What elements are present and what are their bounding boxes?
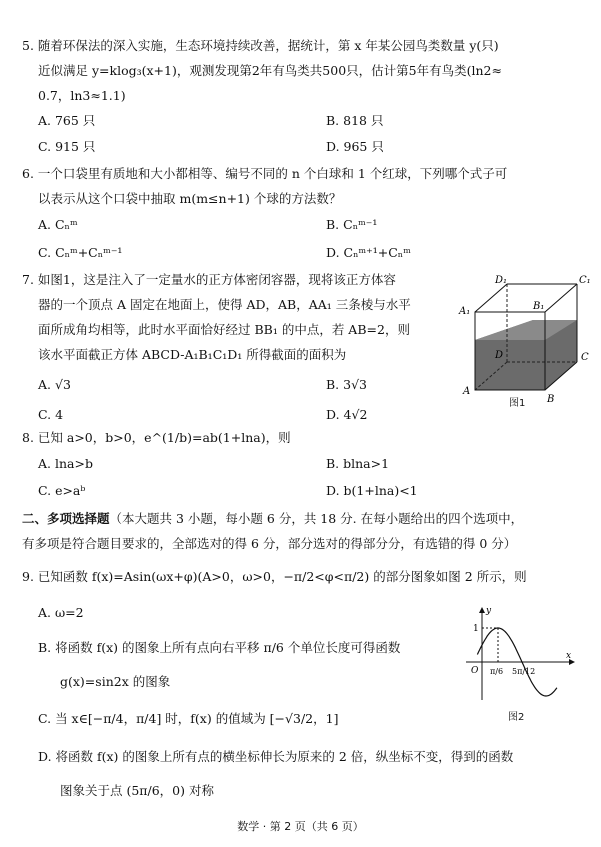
- q6-line1: 6. 一个口袋里有质地和大小都相等、编号不同的 n 个白球和 1 个红球，下列哪个式子可: [22, 166, 508, 181]
- q6-option-b: B. Cₙᵐ⁻¹: [326, 217, 378, 232]
- q5-option-a: A. 765 只: [38, 113, 96, 128]
- q6-line2: 以表示从这个口袋中抽取 m(m≤n+1) 个球的方法数？: [38, 191, 342, 206]
- q7-option-a: A. √3: [38, 377, 71, 392]
- q9-option-c: C. 当 x∈[−π/4，π/4] 时，f(x) 的值域为 [−√3/2，1]: [38, 711, 339, 726]
- q7-line4: 该水平面截正方体 ABCD-A₁B₁C₁D₁ 所得截面的面积为: [38, 347, 347, 362]
- label-c1: C₁: [579, 275, 591, 286]
- q7-line1: 7. 如图1，这是注入了一定量水的正方体密闭容器，现将该正方体容: [22, 272, 396, 287]
- q5-line2: 近似满足 y=klog₃(x+1)，观测发现第2年有鸟类共500只，估计第5年有鸟类(ln2≈: [38, 63, 502, 78]
- q9-option-d-line2: 图象关于点 (5π/6，0) 对称: [60, 783, 214, 798]
- q7-option-b: B. 3√3: [326, 377, 368, 392]
- section-2-desc-2: 有多项是符合题目要求的，全部选对的得 6 分，部分选对的得部分分，有选错的得 0 分）: [22, 536, 517, 551]
- q8-line1: 8. 已知 a>0，b>0，e^(1/b)=ab(1+lna)，则: [22, 430, 291, 445]
- graph-label-one: 1: [473, 624, 479, 634]
- section-2-title: 二、多项选择题: [22, 511, 110, 526]
- label-d1: D₁: [495, 275, 508, 286]
- graph-label-x: x: [566, 651, 572, 661]
- section-2-header: [22, 507, 523, 531]
- q9-option-b-line2: g(x)=sin2x 的图象: [60, 674, 171, 689]
- graph-label-origin: O: [471, 666, 479, 676]
- q8-option-b: B. blna>1: [326, 456, 390, 471]
- q8-option-a: A. lna>b: [38, 456, 93, 471]
- label-b1: B₁: [533, 301, 545, 312]
- figure-2-graph: [462, 604, 580, 704]
- figure-1-caption: 图1: [509, 398, 526, 409]
- label-b: B: [547, 394, 555, 405]
- q8-option-d: D. b(1+lna)<1: [326, 483, 418, 498]
- graph-tick-5pi12: 5π/12: [512, 667, 536, 676]
- figure-2-caption: 图2: [508, 712, 525, 723]
- q7-option-d: D. 4√2: [326, 407, 368, 422]
- q6-option-a: A. Cₙᵐ: [38, 217, 78, 232]
- label-c: C: [581, 352, 589, 363]
- q9-option-b-line1: B. 将函数 f(x) 的图象上所有点向右平移 π/6 个单位长度可得函数: [38, 640, 401, 655]
- q5-line1: 5. 随着环保法的深入实施，生态环境持续改善，据统计，第 x 年某公园鸟类数量 y(只): [22, 38, 499, 53]
- q9-option-a: A. ω=2: [38, 605, 84, 620]
- q5-line3: 0.7，ln3≈1.1): [38, 88, 126, 103]
- label-a1: A₁: [459, 306, 471, 317]
- edge-b1c1: [545, 284, 577, 312]
- q9-line1: 9. 已知函数 f(x)=Asin(ωx+φ)(A>0，ω>0，−π/2<φ<π/2) 的部分图象如图 2 所示，则: [22, 569, 527, 584]
- figure-1-cube: [455, 270, 595, 410]
- q8-option-c: C. e>aᵇ: [38, 483, 86, 498]
- q6-option-d: D. Cₙᵐ⁺¹+Cₙᵐ: [326, 245, 411, 260]
- q5-option-b: B. 818 只: [326, 113, 384, 128]
- graph-label-y: y: [486, 606, 492, 616]
- label-d: D: [495, 350, 504, 361]
- section-2-desc-1: （本大题共 3 小题，每小题 6 分，共 18 分. 在每小题给出的四个选项中，: [109, 511, 524, 526]
- q5-option-c: C. 915 只: [38, 139, 96, 154]
- q9-option-d-line1: D. 将函数 f(x) 的图象上所有点的横坐标伸长为原来的 2 倍，纵坐标不变，得到的函数: [38, 749, 514, 764]
- edge-a1d1: [475, 284, 507, 312]
- q6-option-c: C. Cₙᵐ+Cₙᵐ⁻¹: [38, 245, 123, 260]
- graph-tick-pi6: π/6: [490, 667, 504, 676]
- q7-line3: 面所成角均相等，此时水平面恰好经过 BB₁ 的中点，若 AB=2，则: [38, 322, 410, 337]
- page-footer: 数学 · 第 2 页（共 6 页）: [237, 820, 364, 833]
- label-a: A: [463, 386, 471, 397]
- q7-line2: 器的一个顶点 A 固定在地面上，使得 AD，AB，AA₁ 三条棱与水平: [38, 297, 411, 312]
- q5-option-d: D. 965 只: [326, 139, 384, 154]
- q7-option-c: C. 4: [38, 407, 64, 422]
